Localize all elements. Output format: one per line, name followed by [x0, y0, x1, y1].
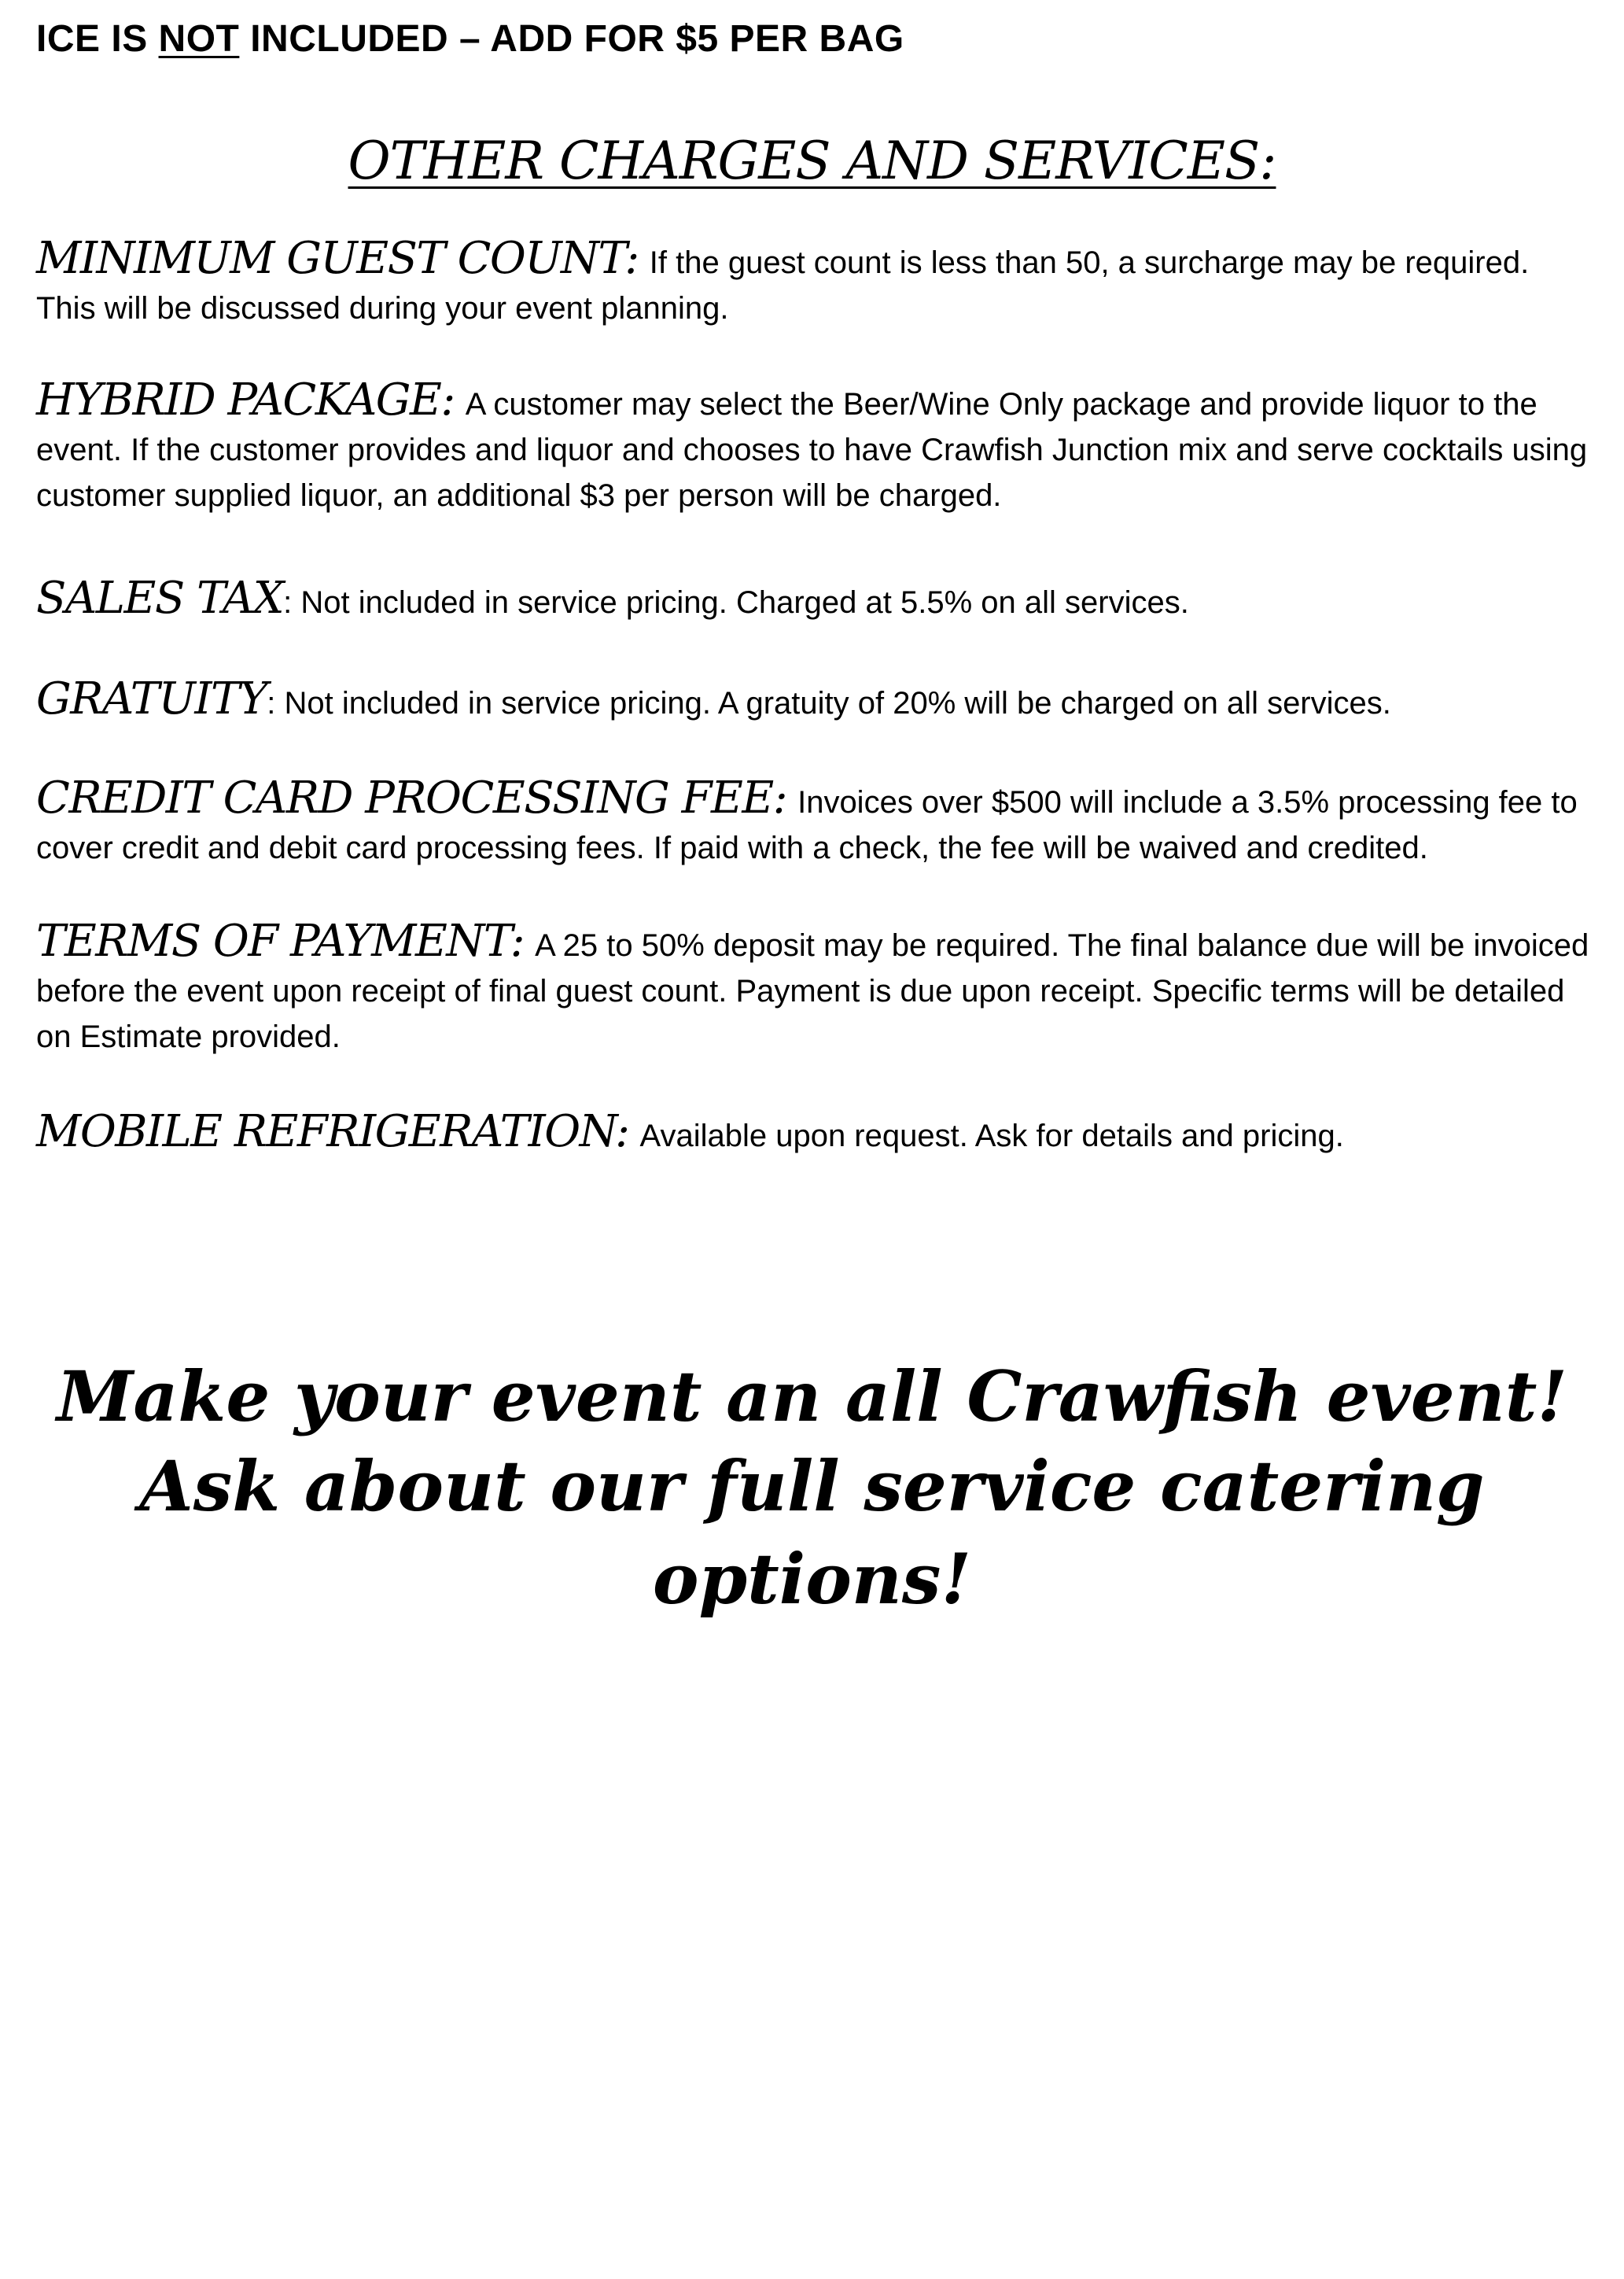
item-text: : Not included in service pricing. Charged at 5.5% on all services. — [283, 585, 1189, 620]
item-text: A customer may select the Beer/Wine Only package and provide liquor to the event. If the customer provides and liquor and chooses to have Crawfish Junction mix and serve cocktails using customer supplied liquor, an additional $3 per person will be charged. — [36, 387, 1588, 513]
section-title: OTHER CHARGES AND SERVICES: — [348, 131, 1276, 191]
item-text: Invoices over $500 will include a 3.5% processing fee to cover credit and debit card processing fees. If paid with a check, the fee will be waived and credited. — [36, 785, 1578, 865]
item-label: HYBRID PACKAGE: — [36, 374, 455, 426]
item-mobile-refrigeration — [36, 1106, 1593, 1159]
item-label: TERMS OF PAYMENT: — [36, 916, 525, 967]
item-label: SALES TAX — [36, 573, 284, 624]
item-sales-tax — [36, 573, 1593, 625]
item-label: MOBILE REFRIGERATION: — [36, 1106, 629, 1157]
ice-notice-prefix: ICE IS — [36, 18, 159, 60]
cta-line-1: Make your event an all Crawfish event! — [56, 1355, 1568, 1437]
item-credit-card-fee — [36, 773, 1593, 871]
item-minimum-guest-count — [36, 233, 1593, 331]
ice-notice-suffix: INCLUDED – ADD FOR $5 PER BAG — [239, 18, 904, 60]
item-label: CREDIT CARD PROCESSING FEE: — [36, 773, 787, 824]
item-text: If the guest count is less than 50, a surcharge may be required. This will be discussed during your event planning. — [36, 245, 1530, 326]
item-hybrid-package — [36, 374, 1593, 518]
item-terms-of-payment — [36, 916, 1593, 1060]
item-text: Available upon request. Ask for details and pricing. — [639, 1119, 1344, 1153]
item-gratuity — [36, 673, 1593, 726]
ice-notice — [36, 17, 904, 61]
item-text: A 25 to 50% deposit may be required. The final balance due will be invoiced before the event upon receipt of final guest count. Payment is due upon receipt. Specific terms will be detailed on Estimate provided. — [36, 928, 1589, 1054]
item-label: GRATUITY — [36, 673, 267, 725]
item-text: : Not included in service pricing. A gratuity of 20% will be charged on all services. — [267, 686, 1391, 721]
item-label: MINIMUM GUEST COUNT: — [36, 233, 639, 284]
cta-line-2: Ask about our full service catering options! — [139, 1445, 1485, 1620]
ice-notice-emphasis: NOT — [158, 18, 240, 60]
